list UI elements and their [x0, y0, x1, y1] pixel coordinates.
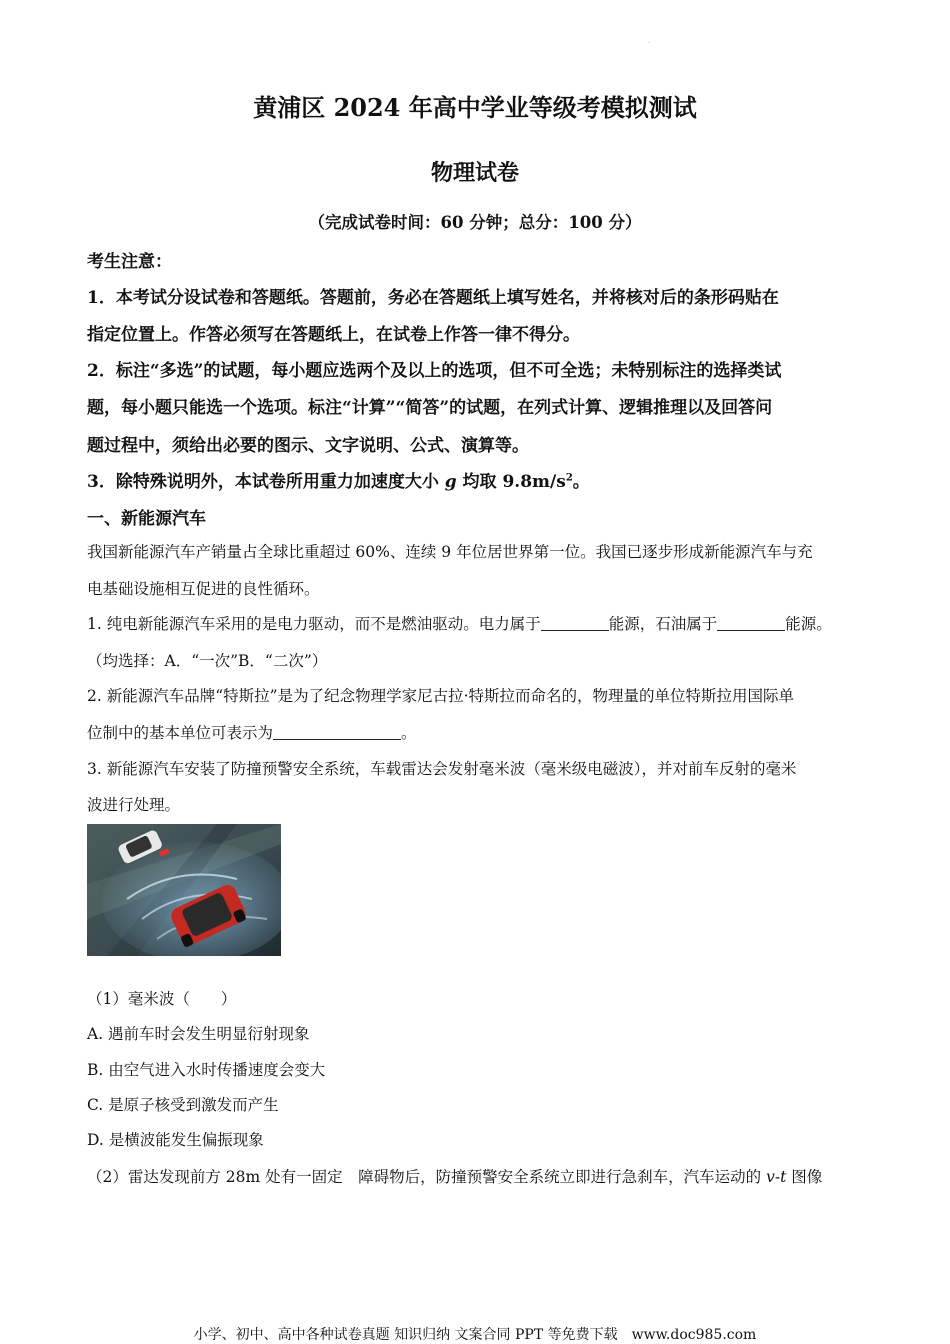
section-heading: 一、新能源汽车 — [87, 509, 206, 529]
scan-dot: · — [648, 40, 650, 47]
q1-choices: （均选择：A．“一次”B．“二次”） — [87, 652, 328, 670]
q3-line2: 波进行处理。 — [87, 796, 181, 814]
exam-title: 黄浦区 2024 年高中学业等级考模拟测试 — [253, 93, 697, 122]
notice-item3-pre: 3．除特殊说明外，本试卷所用重力加速度大小 — [87, 472, 445, 492]
q3-line1: 3. 新能源汽车安装了防撞预警安全系统，车载雷达会发射毫米波（毫米级电磁波），并对前车反射的毫米 — [87, 760, 797, 778]
q2-blank[interactable] — [273, 724, 401, 741]
q1-blank-2[interactable] — [717, 615, 785, 632]
sub-question-2 — [87, 1165, 877, 1187]
notice-heading: 考生注意： — [87, 252, 172, 272]
notice-item2-line3: 题过程中，须给出必要的图示、文字说明、公式、演算等。 — [87, 436, 529, 456]
option-a[interactable]: A. 遇前车时会发生明显衍射现象 — [87, 1025, 310, 1043]
notice-item2-line2: 题，每小题只能选一个选项。标注“计算”“简答”的试题，在列式计算、逻辑推理以及回答问 — [87, 398, 773, 418]
exam-subtitle: 物理试卷 — [430, 160, 519, 186]
q2-line1: 2. 新能源汽车品牌“特斯拉”是为了纪念物理学家尼古拉·特斯拉而命名的，物理量的单位特斯拉用国际单 — [87, 687, 794, 705]
gravity-symbol: g — [444, 472, 457, 492]
q2-line2 — [87, 721, 877, 743]
sub-question-1: （1）毫米波（ ） — [87, 990, 237, 1008]
sub2-vt-symbol: v-t — [766, 1168, 787, 1186]
q1-part-b: 能源，石油属于 — [608, 615, 718, 633]
radar-car-photo — [87, 824, 281, 956]
q1-part-a: 1. 纯电新能源汽车采用的是电力驱动，而不是燃油驱动。电力属于 — [87, 615, 541, 633]
notice-item3-sup: 2 — [565, 472, 573, 484]
notice-item2-line1: 2．标注“多选”的试题，每小题应选两个及以上的选项，但不可全选；未特别标注的选择类试 — [87, 361, 782, 381]
q1-blank-1[interactable] — [541, 615, 609, 632]
notice-item3 — [87, 467, 877, 492]
notice-item1-line1: 1．本考试分设试卷和答题纸。答题前，务必在答题纸上填写姓名，并将核对后的条形码贴在 — [87, 288, 779, 308]
time-note: （完成试卷时间：60 分钟；总分：100 分） — [308, 213, 642, 232]
radar-car-illustration — [87, 824, 281, 956]
notice-item1-line2: 指定位置上。作答必须写在答题纸上，在试卷上作答一律不得分。 — [87, 325, 580, 345]
option-d[interactable]: D. 是横波能发生偏振现象 — [87, 1131, 264, 1149]
sub2-part-a: （2）雷达发现前方 28m 处有一固定 障碍物后，防撞预警安全系统立即进行急刹车，汽车运动的 — [87, 1168, 767, 1186]
q1-part-c: 能源。 — [785, 615, 832, 633]
option-c[interactable]: C. 是原子核受到激发而产生 — [87, 1096, 279, 1114]
option-b[interactable]: B. 由空气进入水时传播速度会变大 — [87, 1061, 326, 1079]
notice-item3-post: 均取 9.8m/s — [456, 472, 566, 492]
q2-part-a: 位制中的基本单位可表示为 — [87, 724, 274, 742]
intro-line2: 电基础设施相互促进的良性循环。 — [87, 580, 320, 598]
page-footer: 小学、初中、高中各种试卷真题 知识归纳 文案合同 PPT 等免费下载 www.doc985.com — [193, 1327, 757, 1343]
sub2-part-b: 图像 — [786, 1168, 823, 1186]
notice-item3-end: 。 — [572, 472, 590, 492]
question-1 — [87, 612, 877, 634]
intro-line1: 我国新能源汽车产销量占全球比重超过 60%、连续 9 年位居世界第一位。我国已逐步形成新能源汽车与充 — [87, 543, 813, 561]
q2-part-b: 。 — [401, 724, 417, 742]
